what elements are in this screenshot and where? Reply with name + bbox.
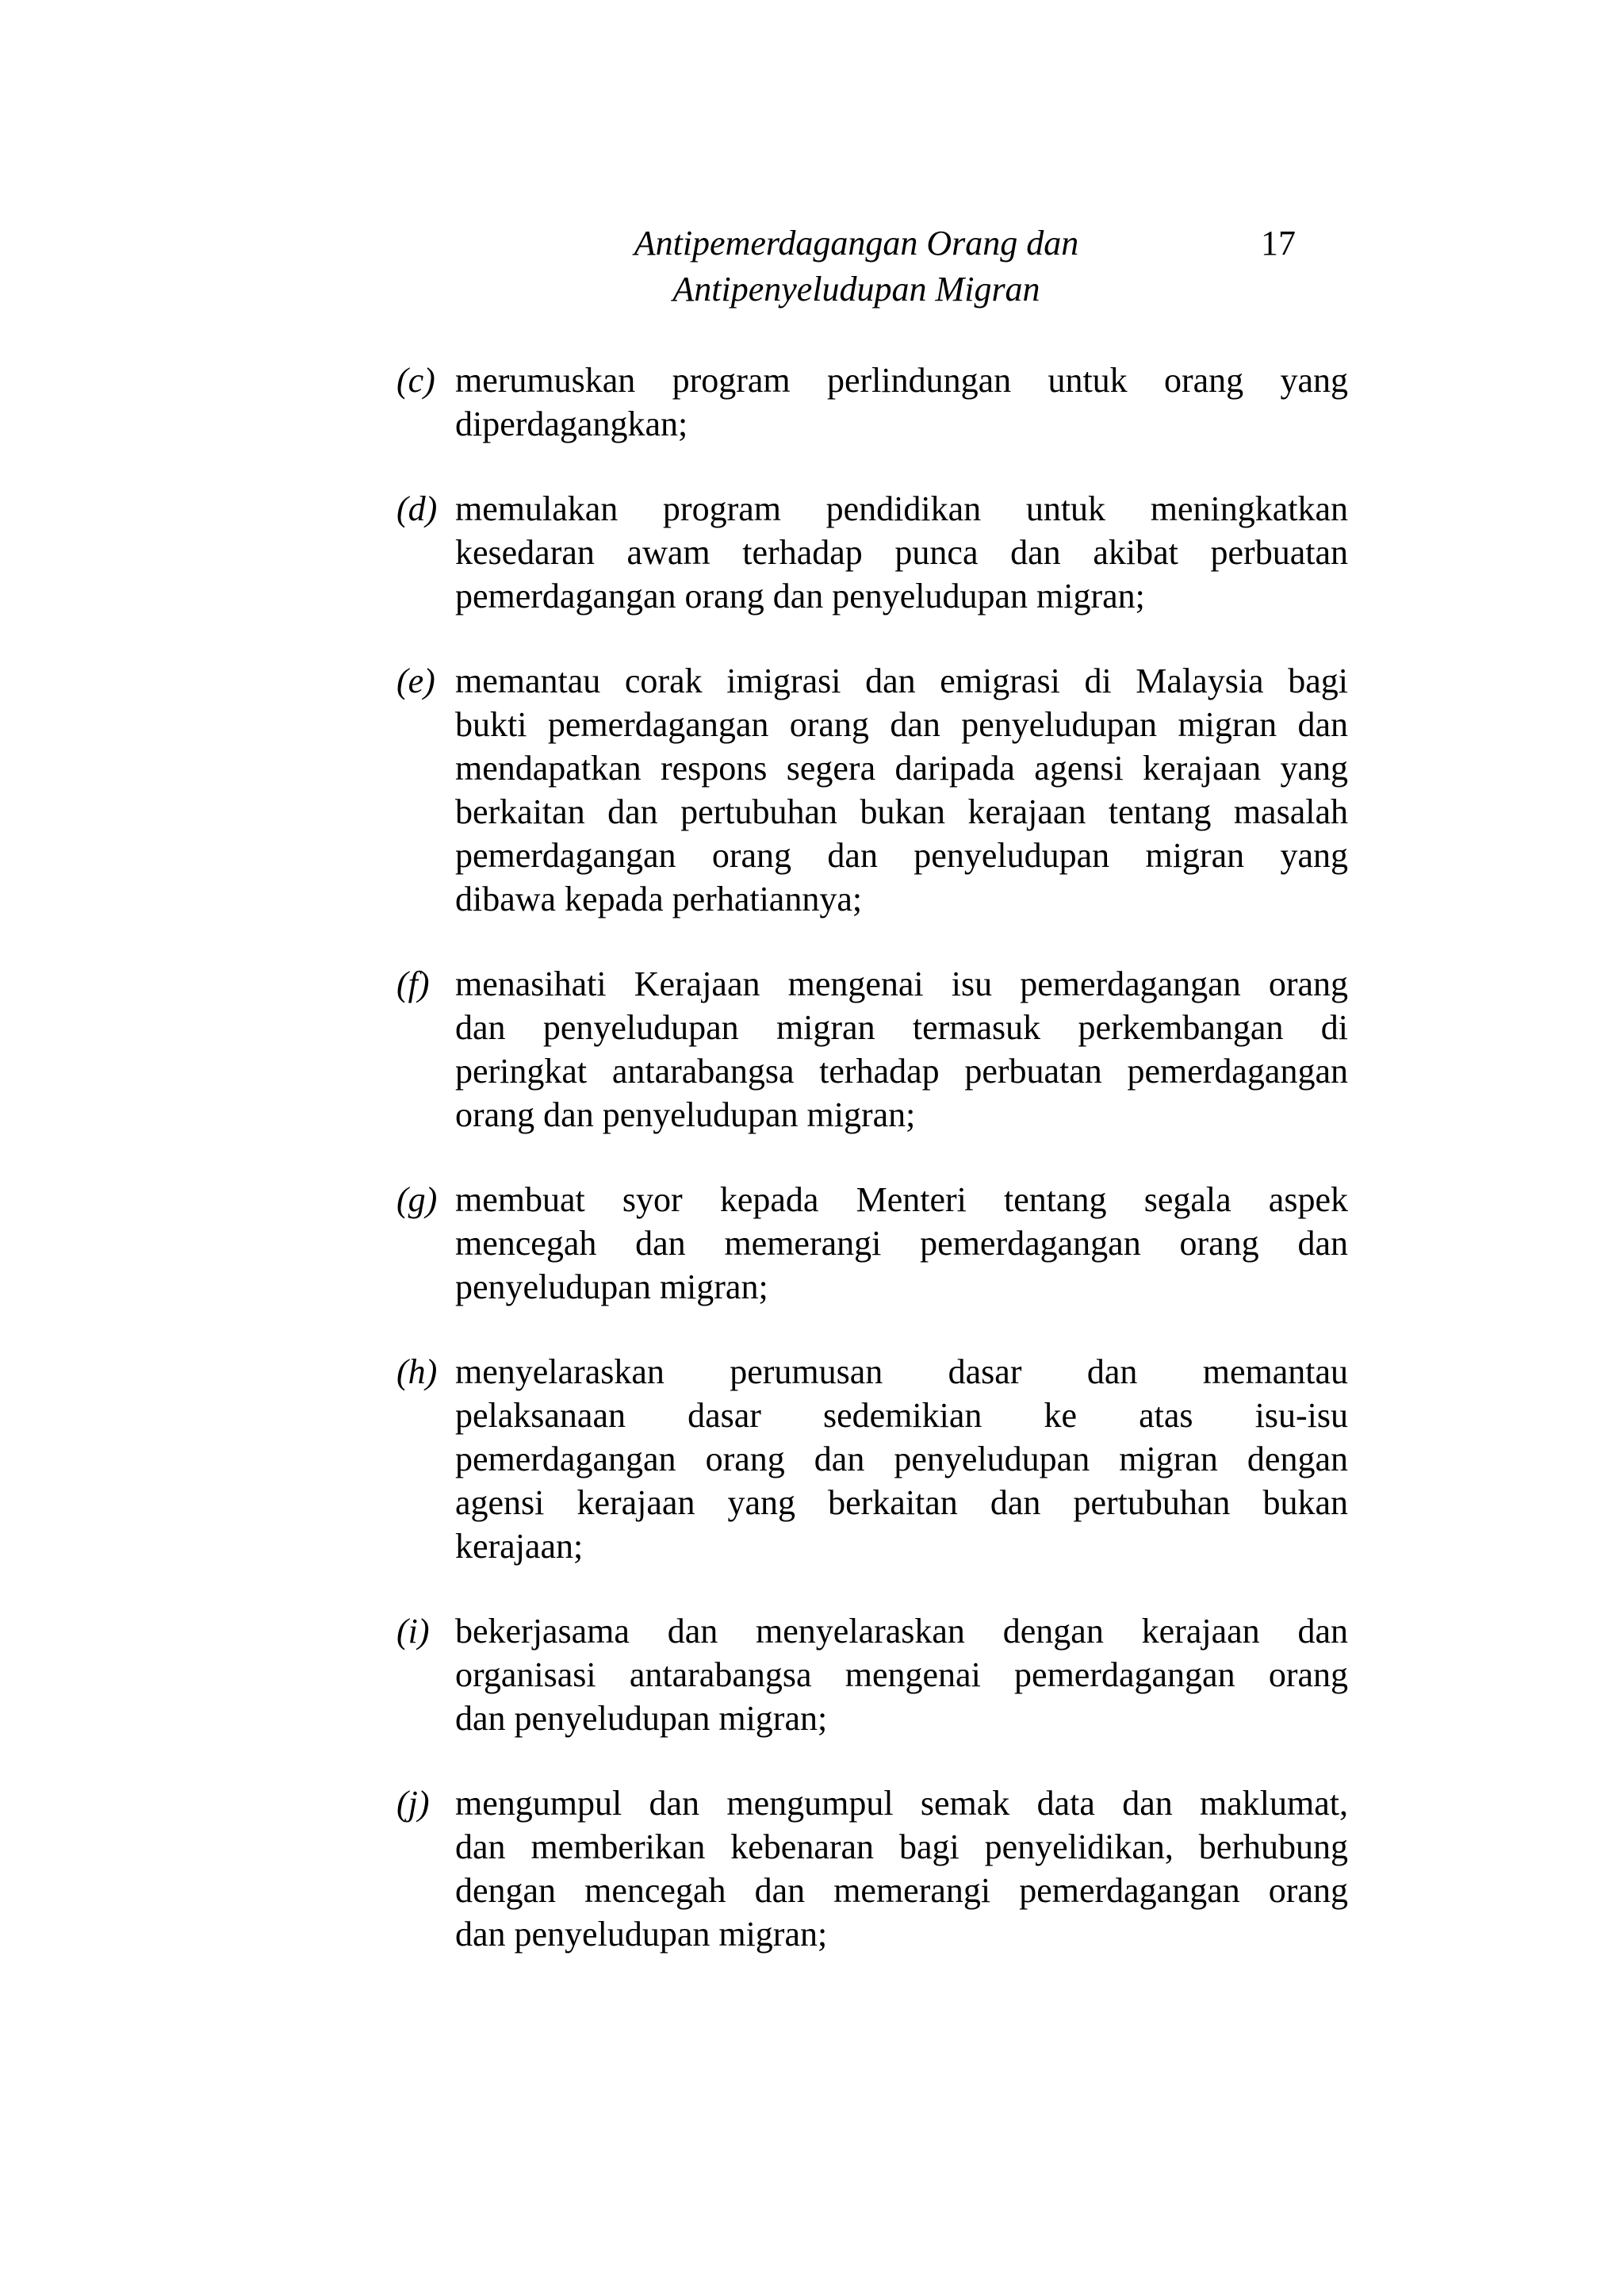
item-text-line: agensi kerajaan yang berkaitan dan pertubuhan bukan [455, 1483, 1348, 1522]
item-text [455, 359, 1348, 446]
item-text-line: pemerdagangan orang dan penyeludupan migran dengan [455, 1440, 1348, 1478]
item-marker: (d) [396, 489, 438, 528]
item-text-line: organisasi antarabangsa mengenai pemerdagangan orang [455, 1655, 1348, 1694]
item-text [455, 962, 1348, 1137]
running-header [603, 220, 1110, 313]
item-text [455, 1609, 1348, 1740]
item-text-line: mendapatkan respons segera daripada agensi kerajaan yang [455, 749, 1348, 788]
item-marker: (j) [396, 1784, 430, 1823]
page-number: 17 [1261, 224, 1296, 263]
item-marker: (h) [396, 1352, 438, 1391]
item-text-line: pemerdagangan orang dan penyeludupan migran yang [455, 836, 1348, 875]
list-item [396, 1781, 1348, 1956]
item-text-line: mengumpul dan mengumpul semak data dan maklumat, [455, 1784, 1348, 1823]
item-text [455, 659, 1348, 921]
item-text-line: dan penyeludupan migran; [455, 1699, 828, 1738]
item-text-line: peringkat antarabangsa terhadap perbuatan pemerdagangan [455, 1052, 1348, 1091]
list-item [396, 1178, 1348, 1309]
item-text-line: berkaitan dan pertubuhan bukan kerajaan tentang masalah [455, 792, 1348, 831]
item-text-line: dan memberikan kebenaran bagi penyelidikan, berhubung [455, 1827, 1348, 1866]
item-marker: (e) [396, 661, 435, 700]
item-text-line: dan penyeludupan migran; [455, 1915, 828, 1954]
item-marker: (i) [396, 1612, 430, 1651]
item-text-line: mencegah dan memerangi pemerdagangan orang dan [455, 1224, 1348, 1263]
item-text [455, 1178, 1348, 1309]
item-marker: (f) [396, 964, 430, 1003]
item-text-line: diperdagangkan; [455, 405, 688, 443]
item-marker: (c) [396, 361, 435, 400]
item-text-line: dengan mencegah dan memerangi pemerdagangan orang [455, 1871, 1348, 1910]
item-text-line: dan penyeludupan migran termasuk perkembangan di [455, 1008, 1348, 1047]
item-text-line: membuat syor kepada Menteri tentang segala aspek [455, 1180, 1348, 1219]
item-text-line: memantau corak imigrasi dan emigrasi di Malaysia bagi [455, 661, 1348, 700]
item-text [455, 1350, 1348, 1568]
item-text-line: pelaksanaan dasar sedemikian ke atas isu-isu [455, 1396, 1348, 1435]
item-text-line: dibawa kepada perhatiannya; [455, 880, 863, 918]
header-title-line-2: Antipenyeludupan Migran [672, 270, 1040, 309]
provision-list [396, 359, 1348, 1997]
item-marker: (g) [396, 1180, 438, 1219]
item-text-line: menasihati Kerajaan mengenai isu pemerdagangan orang [455, 964, 1348, 1003]
item-text-line: pemerdagangan orang dan penyeludupan migran; [455, 577, 1145, 615]
list-item [396, 962, 1348, 1137]
item-text-line: memulakan program pendidikan untuk meningkatkan [455, 489, 1348, 528]
item-text-line: kesedaran awam terhadap punca dan akibat perbuatan [455, 533, 1348, 572]
item-text-line: merumuskan program perlindungan untuk orang yang [455, 361, 1348, 400]
list-item [396, 659, 1348, 921]
header-title-line-1: Antipemerdagangan Orang dan [634, 224, 1079, 263]
item-text-line: penyeludupan migran; [455, 1267, 768, 1306]
list-item [396, 359, 1348, 446]
item-text-line: bekerjasama dan menyelaraskan dengan kerajaan dan [455, 1612, 1348, 1651]
item-text-line: kerajaan; [455, 1527, 584, 1566]
list-item [396, 1350, 1348, 1568]
item-text-line: menyelaraskan perumusan dasar dan memantau [455, 1352, 1348, 1391]
item-text-line: orang dan penyeludupan migran; [455, 1095, 916, 1134]
list-item [396, 487, 1348, 618]
item-text [455, 1781, 1348, 1956]
item-text [455, 487, 1348, 618]
item-text-line: bukti pemerdagangan orang dan penyeludupan migran dan [455, 705, 1348, 744]
list-item [396, 1609, 1348, 1740]
